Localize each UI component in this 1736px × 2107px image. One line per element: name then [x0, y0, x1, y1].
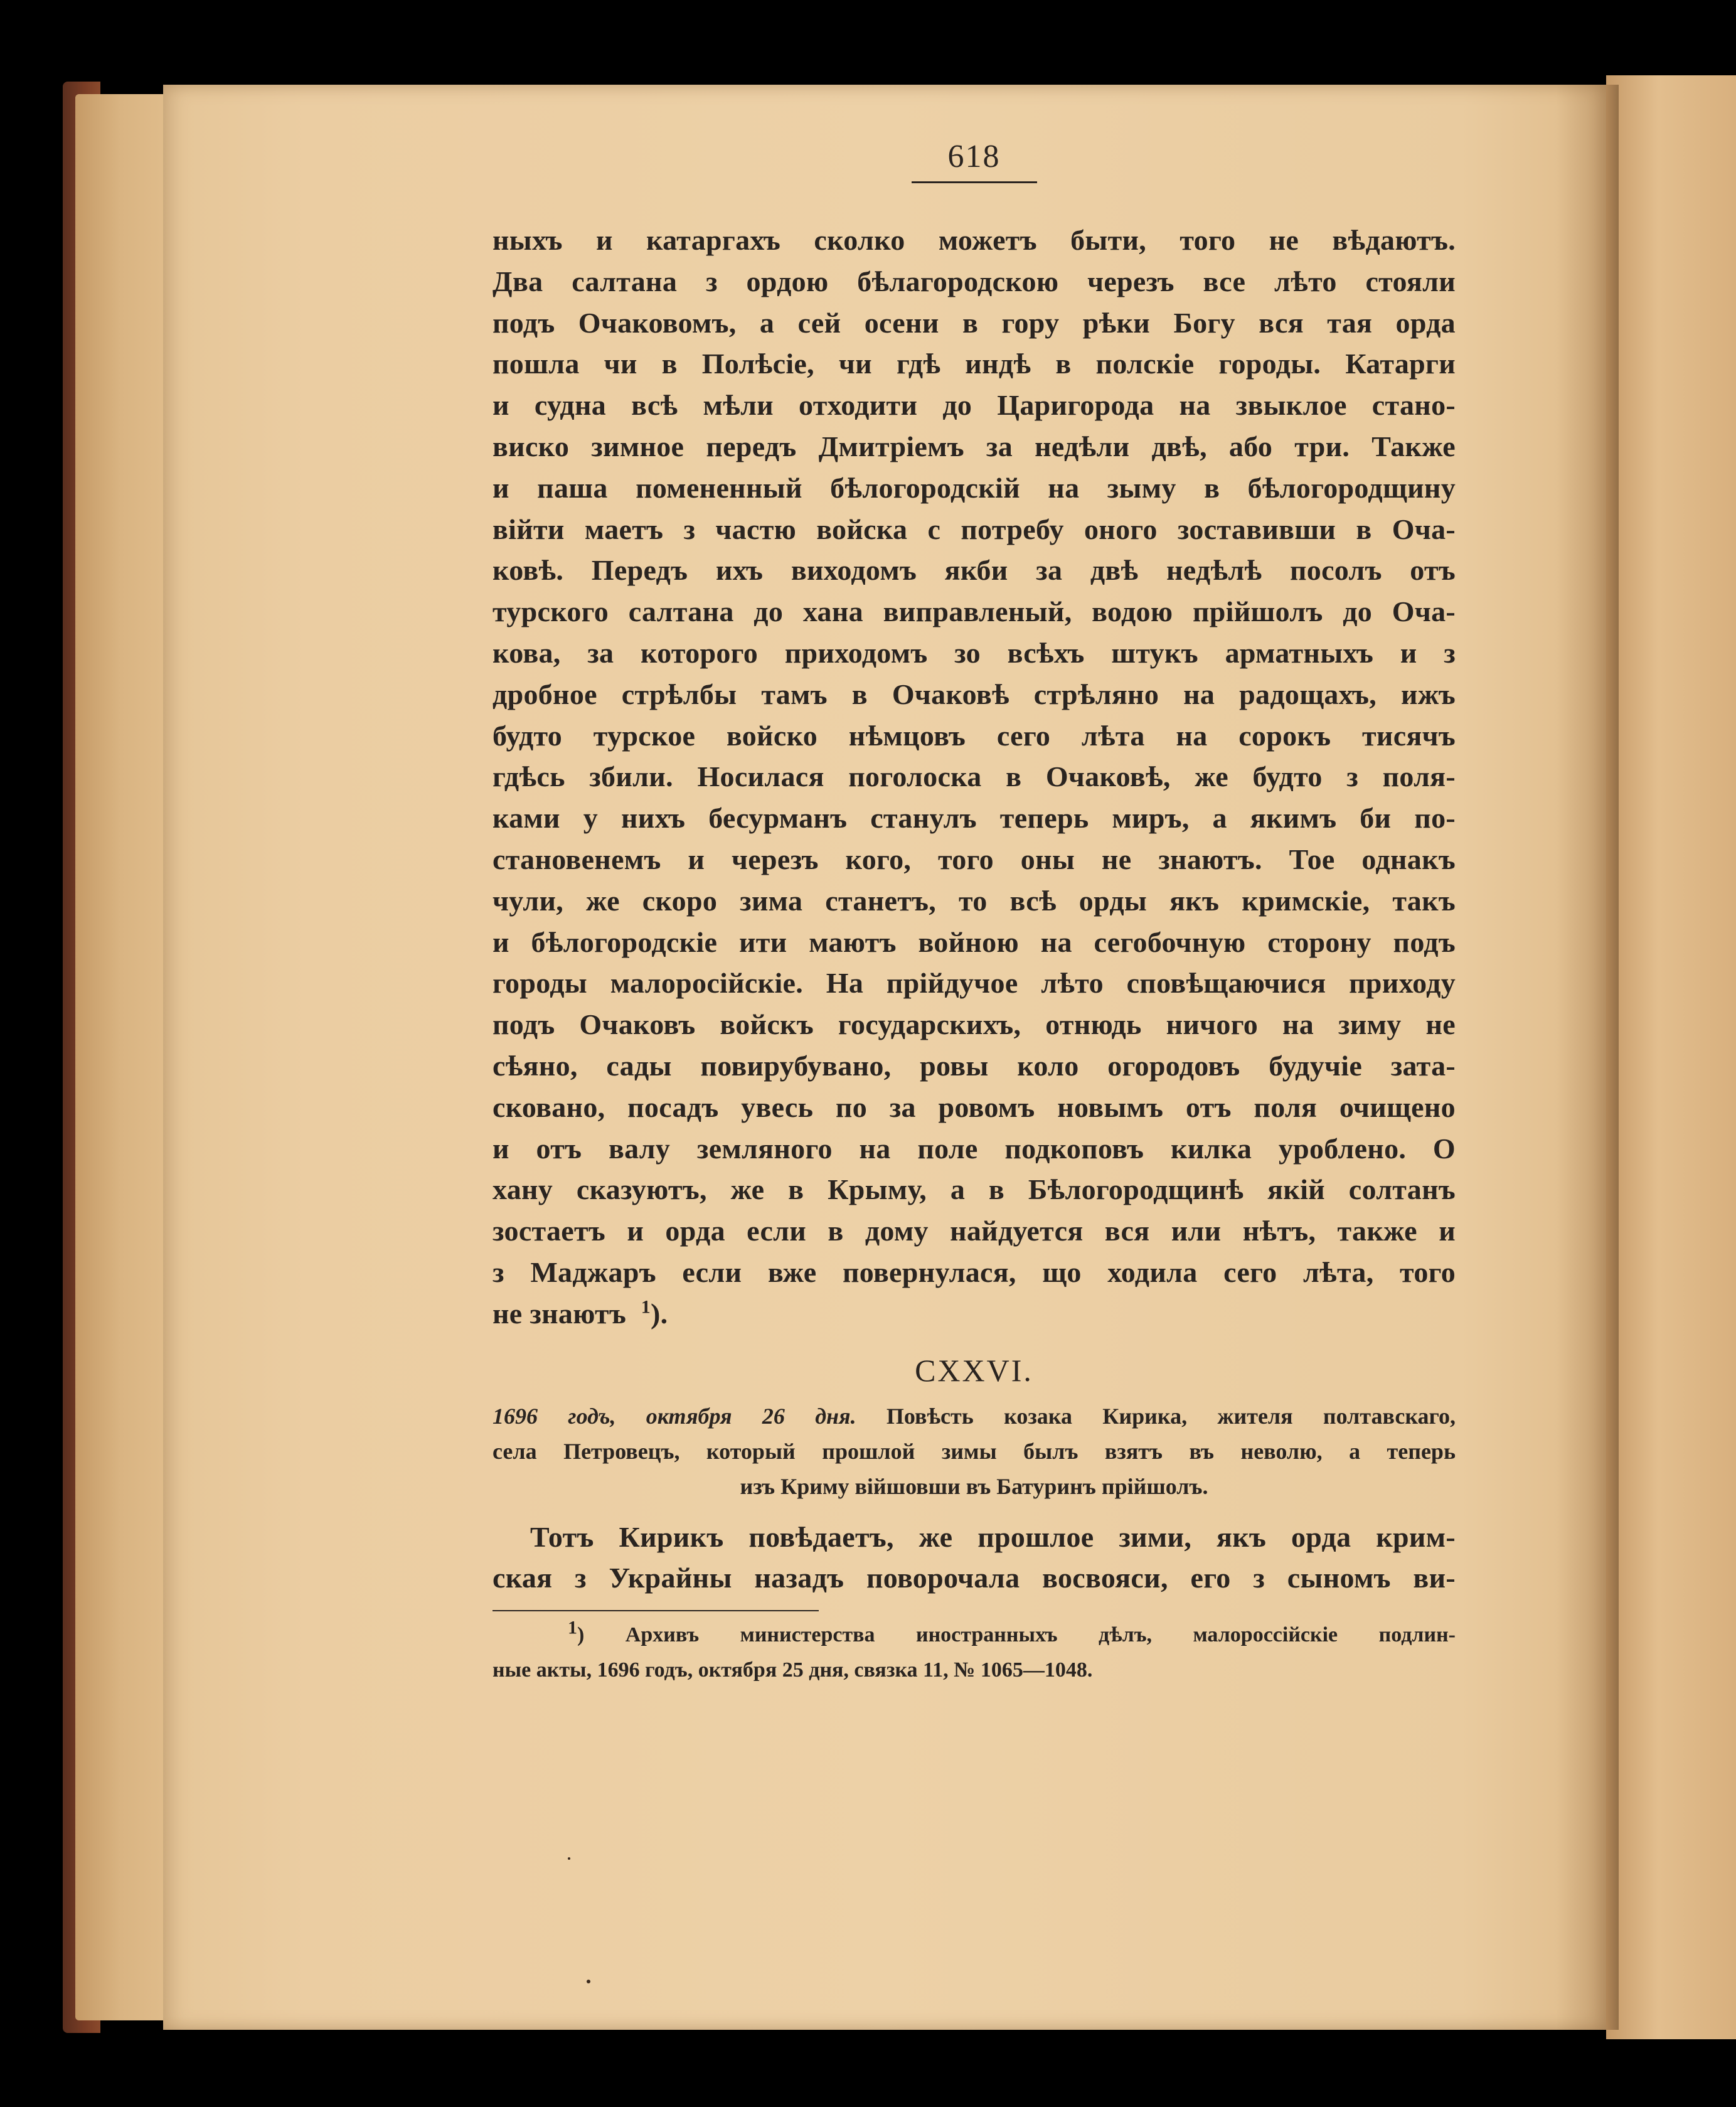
- body-line: сковано, посадъ увесь по за ровомъ новымъ отъ поля очищено: [493, 1091, 1456, 1123]
- paper-speck: [587, 1980, 590, 1983]
- footnote-reference: 1: [641, 1296, 651, 1318]
- footnote-marker: 1: [568, 1617, 577, 1638]
- body-line: ныхъ и катаргахъ сколко можетъ быти, того не вѣдаютъ.: [493, 224, 1456, 256]
- body-last-line-end: ).: [651, 1297, 668, 1330]
- body-line: війти маетъ з частю войска с потребу оного зоставивши в Оча-: [493, 513, 1456, 545]
- document-body-start: [493, 1517, 1456, 1599]
- footnote-line-1: 1) Архивъ министерства иностранныхъ дѣлъ, малороссійскіе подлин-: [568, 1617, 1456, 1647]
- body-line: ками у нихъ бесурманъ станулъ теперь миръ, а якимъ би по-: [493, 802, 1456, 835]
- body-line: хану сказуютъ, же в Крыму, а в Бѣлогородщинѣ якій солтанъ: [493, 1173, 1456, 1206]
- body-line: з Маджаръ если вже повернулася, що ходила сего лѣта, того: [493, 1256, 1456, 1288]
- body-line: гдѣсь збили. Носилася поголоска в Очаковѣ, же будто з поля-: [493, 760, 1456, 793]
- body-line: подъ Очаковомъ, а сей осени в гору рѣки Богу вся тая орда: [493, 306, 1456, 339]
- paper-speck: [568, 1857, 570, 1860]
- heading-line-2: села Петровецъ, который прошлой зимы былъ взятъ въ неволю, а теперь: [493, 1438, 1456, 1464]
- heading-line-3: изъ Криму війшовши въ Батуринъ прійшолъ.: [740, 1473, 1208, 1499]
- footnote: [493, 1618, 1456, 1688]
- body-line: подъ Очаковъ войскъ государскихъ, отнюдь ничого на зиму не: [493, 1008, 1456, 1041]
- body-line: пошла чи в Полѣсіе, чи гдѣ индѣ в полскіе городы. Катарги: [493, 348, 1456, 380]
- document-heading: [493, 1399, 1456, 1504]
- book-facing-page-edge: [1606, 75, 1736, 2039]
- body-line: Два салтана з ордою бѣлагородскою черезъ все лѣто стояли: [493, 265, 1456, 297]
- body-line: сѣяно, сады повирубувано, ровы коло огородовъ будучіе зата-: [493, 1049, 1456, 1082]
- body-line: ковѣ. Передъ ихъ виходомъ якби за двѣ недѣлѣ посолъ отъ: [493, 554, 1456, 587]
- body-line: виско зимное передъ Дмитріемъ за недѣли двѣ, або три. Также: [493, 430, 1456, 462]
- gutter-shadow: [1556, 85, 1619, 2030]
- body-line: будто турское войско нѣмцовъ сего лѣта на сорокъ тисячъ: [493, 719, 1456, 752]
- body-line: и отъ валу земляного на поле подкоповъ килка уроблено. О: [493, 1132, 1456, 1165]
- body-line: и бѣлогородскіе ити маютъ войною на сегобочную сторону подъ: [493, 925, 1456, 958]
- body-last-line-text: не знаютъ: [493, 1297, 627, 1330]
- body-line: чули, же скоро зима станетъ, то всѣ орды якъ кримскіе, такъ: [493, 884, 1456, 917]
- page-number: 618: [912, 138, 1037, 183]
- heading-title-start: Повѣсть козака Кирика, жителя полтавскаго,: [886, 1403, 1456, 1429]
- heading-line-1: [493, 1399, 1456, 1434]
- body-line: и судна всѣ мѣли отходити до Царигорода на звыклое стано-: [493, 389, 1456, 422]
- body-line: турского салтана до хана виправленый, водою прійшолъ до Оча-: [493, 595, 1456, 628]
- body-line: кова, за которого приходомъ зо всѣхъ штукъ арматныхъ и з: [493, 636, 1456, 669]
- body-line: зостаетъ и орда если в дому найдуется вся или нѣтъ, также и: [493, 1215, 1456, 1247]
- body-line: становенемъ и черезъ кого, того оны не знаютъ. Тое однакъ: [493, 843, 1456, 875]
- body-last-line: [493, 1293, 1456, 1335]
- heading-date: 1696 годъ, октября 26 дня.: [493, 1403, 856, 1429]
- body-line: Тотъ Кирикъ повѣдаетъ, же прошлое зими, якъ орда крим-: [530, 1520, 1456, 1553]
- section-number: CXXVI.: [915, 1352, 1033, 1388]
- body-line: городы малоросійскіе. На прійдучое лѣто сповѣщаючися приходу: [493, 967, 1456, 1000]
- body-text: [493, 220, 1456, 1293]
- body-line: и паша помененный бѣлогородскій на зыму в бѣлогородщину: [493, 471, 1456, 504]
- footnote-line-2: ные акты, 1696 годъ, октября 25 дня, связка 11, № 1065—1048.: [493, 1658, 1093, 1682]
- body-line: ская з Украйны назадъ поворочала восвояси, его з сыномъ ви-: [493, 1562, 1456, 1594]
- footnote-divider: [493, 1610, 819, 1611]
- footnote-line-1-text: Архивъ министерства иностранныхъ дѣлъ, малороссійскіе подлин-: [625, 1623, 1456, 1647]
- body-line: дробное стрѣлбы тамъ в Очаковѣ стрѣляно на радощахъ, ижъ: [493, 678, 1456, 710]
- page-text-block: [493, 138, 1456, 1688]
